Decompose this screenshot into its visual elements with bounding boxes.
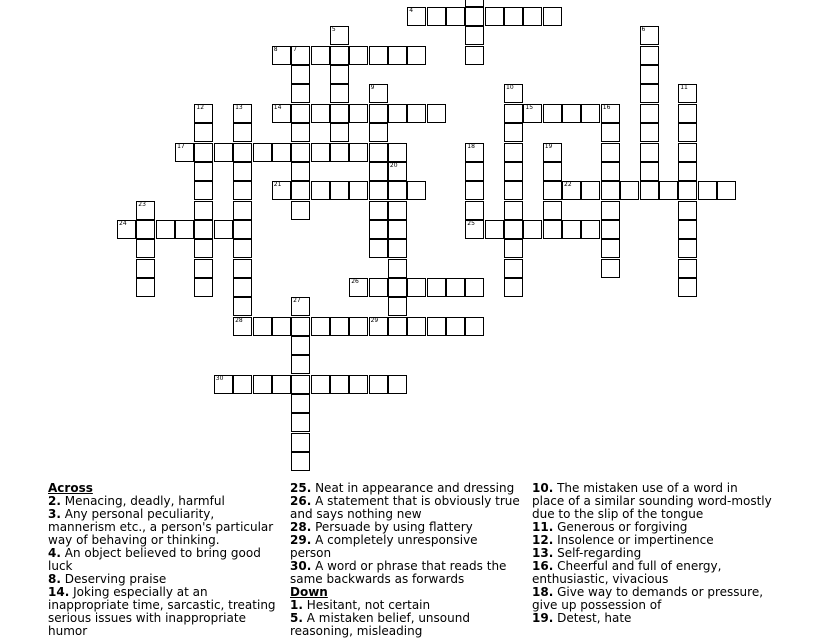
grid-cell[interactable]	[678, 162, 697, 181]
grid-cell[interactable]	[311, 143, 330, 162]
grid-cell[interactable]	[465, 317, 484, 336]
grid-cell[interactable]	[136, 220, 155, 239]
grid-cell[interactable]	[678, 143, 697, 162]
grid-cell[interactable]	[291, 394, 310, 413]
grid-cell[interactable]	[291, 413, 310, 432]
grid-cell[interactable]	[407, 317, 426, 336]
grid-cell[interactable]	[640, 65, 659, 84]
grid-cell[interactable]	[504, 239, 523, 258]
clue-number: 12.	[532, 533, 554, 547]
clue-item	[290, 495, 522, 521]
clue-number: 7	[293, 45, 297, 53]
grid-cell[interactable]	[233, 317, 252, 336]
grid-cell[interactable]	[291, 65, 310, 84]
grid-cell[interactable]	[233, 143, 252, 162]
clue-text: Deserving praise	[60, 572, 167, 586]
grid-cell[interactable]	[465, 7, 484, 26]
clue-number: 29	[370, 316, 379, 324]
grid-cell[interactable]	[465, 0, 484, 7]
grid-cell[interactable]	[678, 278, 697, 297]
clue-number: 8.	[48, 572, 61, 586]
clue-text: The mistaken use of a word in place of a similar sounding word-mostly due to the slip of the tongue	[532, 481, 772, 521]
grid-cell[interactable]	[504, 143, 523, 162]
clue-column-2	[290, 482, 522, 638]
grid-cell[interactable]	[465, 162, 484, 181]
clue-number: 28	[235, 316, 243, 324]
clue-item	[532, 586, 772, 612]
grid-cell[interactable]	[465, 201, 484, 220]
grid-cell[interactable]	[349, 375, 368, 394]
grid-cell[interactable]	[369, 220, 388, 239]
grid-cell[interactable]	[369, 317, 388, 336]
grid-cell[interactable]	[601, 201, 620, 220]
clue-number: 20	[389, 161, 398, 169]
clue-number: 5	[331, 26, 336, 34]
clue-number: 18.	[532, 585, 554, 599]
grid-cell[interactable]	[291, 297, 310, 316]
clue-text: A completely unresponsive person	[290, 533, 478, 560]
grid-cell[interactable]	[369, 123, 388, 142]
clue-item	[48, 547, 280, 573]
grid-cell[interactable]	[388, 143, 407, 162]
grid-cell[interactable]	[330, 104, 349, 123]
grid-cell[interactable]	[233, 297, 252, 316]
grid-cell[interactable]	[369, 201, 388, 220]
clue-number: 11.	[532, 520, 554, 534]
grid-cell[interactable]	[311, 317, 330, 336]
grid-cell[interactable]	[272, 375, 291, 394]
clue-text: Persuade by using flattery	[311, 520, 473, 534]
grid-cell[interactable]	[640, 84, 659, 103]
clue-text: Any personal peculiarity, mannerism etc., a person's particular way of behaving or thinking.	[48, 507, 274, 547]
clue-number: 25.	[290, 481, 312, 495]
grid-cell[interactable]	[136, 239, 155, 258]
clue-item	[48, 586, 280, 638]
grid-cell[interactable]	[253, 143, 272, 162]
grid-cell[interactable]	[233, 375, 252, 394]
grid-cell[interactable]	[272, 181, 291, 200]
clue-number: 17	[177, 142, 185, 150]
grid-cell[interactable]	[194, 123, 213, 142]
grid-cell[interactable]	[330, 143, 349, 162]
clue-number: 10	[506, 84, 514, 92]
grid-cell[interactable]	[214, 220, 233, 239]
clue-number: 25	[467, 219, 475, 227]
section-heading: Down	[290, 585, 328, 599]
grid-cell[interactable]	[388, 46, 407, 65]
grid-cell[interactable]	[194, 239, 213, 258]
grid-cell[interactable]	[601, 181, 620, 200]
clue-text: A mistaken belief, unsound reasoning, misleading	[290, 611, 470, 638]
grid-cell[interactable]	[311, 181, 330, 200]
grid-cell[interactable]	[504, 123, 523, 142]
grid-cell[interactable]	[233, 181, 252, 200]
grid-cell[interactable]	[523, 104, 542, 123]
grid-cell[interactable]	[369, 239, 388, 258]
grid-cell[interactable]	[504, 259, 523, 278]
grid-cell[interactable]	[291, 162, 310, 181]
grid-cell[interactable]	[581, 181, 600, 200]
clue-number: 14	[273, 103, 282, 111]
grid-cell[interactable]	[272, 143, 291, 162]
clue-number: 6	[641, 26, 646, 34]
clue-number: 15	[525, 103, 534, 111]
grid-cell[interactable]	[311, 46, 330, 65]
clue-number: 23	[138, 200, 146, 208]
clue-number: 2.	[48, 494, 61, 508]
clue-number: 16.	[532, 559, 554, 573]
clue-number: 30.	[290, 559, 312, 573]
clue-column-3	[532, 482, 772, 625]
grid-cell[interactable]	[504, 201, 523, 220]
clue-number: 13	[235, 103, 243, 111]
grid-cell[interactable]	[214, 375, 233, 394]
grid-cell[interactable]	[543, 181, 562, 200]
grid-cell[interactable]	[601, 220, 620, 239]
clue-number: 24	[119, 219, 127, 227]
grid-cell[interactable]	[388, 375, 407, 394]
grid-cell[interactable]	[175, 143, 194, 162]
grid-cell[interactable]	[543, 104, 562, 123]
clue-number: 19	[544, 142, 553, 150]
grid-cell[interactable]	[194, 104, 213, 123]
grid-cell[interactable]	[407, 46, 426, 65]
grid-cell[interactable]	[562, 220, 581, 239]
grid-cell[interactable]	[194, 181, 213, 200]
grid-cell[interactable]	[330, 65, 349, 84]
grid-cell[interactable]	[291, 355, 310, 374]
grid-cell[interactable]	[369, 181, 388, 200]
grid-cell[interactable]	[717, 181, 736, 200]
grid-cell[interactable]	[601, 259, 620, 278]
grid-cell[interactable]	[369, 46, 388, 65]
grid-cell[interactable]	[407, 104, 426, 123]
grid-cell[interactable]	[407, 181, 426, 200]
grid-cell[interactable]	[388, 162, 407, 181]
grid-cell[interactable]	[504, 220, 523, 239]
grid-cell[interactable]	[388, 317, 407, 336]
grid-cell[interactable]	[388, 239, 407, 258]
grid-cell[interactable]	[581, 220, 600, 239]
clue-text: Hesitant, not certain	[302, 598, 431, 612]
grid-cell[interactable]	[214, 143, 233, 162]
grid-cell[interactable]	[659, 181, 678, 200]
grid-cell[interactable]	[311, 375, 330, 394]
grid-cell[interactable]	[465, 46, 484, 65]
grid-cell[interactable]	[465, 181, 484, 200]
clue-number: 4	[409, 7, 414, 14]
grid-cell[interactable]	[233, 201, 252, 220]
clue-item	[290, 560, 522, 586]
grid-cell[interactable]	[543, 220, 562, 239]
grid-cell[interactable]	[388, 220, 407, 239]
grid-cell[interactable]	[640, 162, 659, 181]
grid-cell[interactable]	[388, 278, 407, 297]
grid-cell[interactable]	[388, 297, 407, 316]
grid-cell[interactable]	[543, 162, 562, 181]
grid-cell[interactable]	[369, 375, 388, 394]
grid-cell[interactable]	[291, 143, 310, 162]
grid-cell[interactable]	[330, 26, 349, 45]
grid-cell[interactable]	[233, 123, 252, 142]
grid-cell[interactable]	[485, 7, 504, 26]
grid-cell[interactable]	[504, 181, 523, 200]
grid-cell[interactable]	[349, 46, 368, 65]
clue-number: 28.	[290, 520, 312, 534]
grid-cell[interactable]	[291, 104, 310, 123]
grid-cell[interactable]	[427, 317, 446, 336]
section-heading: Across	[48, 481, 93, 495]
grid-cell[interactable]	[330, 84, 349, 103]
grid-cell[interactable]	[349, 278, 368, 297]
clue-number: 18	[467, 142, 475, 150]
clue-number: 4.	[48, 546, 61, 560]
grid-cell[interactable]	[581, 104, 600, 123]
clue-number: 29.	[290, 533, 312, 547]
clue-number: 8	[273, 45, 278, 53]
grid-cell[interactable]	[330, 317, 349, 336]
clue-number: 16	[602, 103, 611, 111]
grid-cell[interactable]	[465, 220, 484, 239]
grid-cell[interactable]	[369, 143, 388, 162]
clue-number: 10.	[532, 481, 554, 495]
clue-column-1	[48, 482, 280, 638]
clue-text: Give way to demands or pressure, give up possession of	[532, 585, 764, 612]
grid-cell[interactable]	[136, 201, 155, 220]
grid-cell[interactable]	[330, 123, 349, 142]
grid-cell[interactable]	[601, 104, 620, 123]
clue-text: Menacing, deadly, harmful	[60, 494, 225, 508]
grid-cell[interactable]	[291, 452, 310, 471]
clue-text: A statement that is obviously true and says nothing new	[290, 494, 520, 521]
grid-cell[interactable]	[543, 7, 562, 26]
grid-cell[interactable]	[485, 220, 504, 239]
grid-cell[interactable]	[620, 181, 639, 200]
grid-cell[interactable]	[233, 104, 252, 123]
grid-cell[interactable]	[194, 259, 213, 278]
grid-cell[interactable]	[640, 181, 659, 200]
clue-number: 27	[293, 297, 301, 305]
grid-cell[interactable]	[678, 201, 697, 220]
clue-item	[48, 508, 280, 547]
clue-text: Insolence or impertinence	[553, 533, 714, 547]
clue-number: 3.	[48, 507, 61, 521]
grid-cell[interactable]	[291, 317, 310, 336]
clue-item	[532, 482, 772, 521]
clue-text: A word or phrase that reads the same backwards as forwards	[290, 559, 507, 586]
grid-cell[interactable]	[698, 181, 717, 200]
grid-cell[interactable]	[446, 7, 465, 26]
grid-cell[interactable]	[291, 375, 310, 394]
grid-cell[interactable]	[117, 220, 136, 239]
grid-cell[interactable]	[562, 104, 581, 123]
grid-cell[interactable]	[504, 7, 523, 26]
grid-cell[interactable]	[543, 143, 562, 162]
grid-cell[interactable]	[291, 433, 310, 452]
clue-number: 12	[196, 103, 205, 111]
grid-cell[interactable]	[504, 162, 523, 181]
grid-cell[interactable]	[601, 123, 620, 142]
grid-cell[interactable]	[369, 278, 388, 297]
grid-cell[interactable]	[291, 336, 310, 355]
grid-cell[interactable]	[349, 317, 368, 336]
clue-number: 13.	[532, 546, 554, 560]
clue-text: Joking especially at an inappropriate time, sarcastic, treating serious issues with inappropriate humor	[48, 585, 276, 638]
grid-cell[interactable]	[523, 220, 542, 239]
grid-cell[interactable]	[640, 104, 659, 123]
clue-number: 9	[370, 84, 375, 92]
grid-cell[interactable]	[465, 278, 484, 297]
grid-cell[interactable]	[175, 220, 194, 239]
clue-item	[532, 560, 772, 586]
clue-number: 5.	[290, 611, 303, 625]
grid-cell[interactable]	[330, 46, 349, 65]
grid-cell[interactable]	[291, 123, 310, 142]
grid-cell[interactable]	[369, 162, 388, 181]
grid-cell[interactable]	[504, 278, 523, 297]
grid-cell[interactable]	[194, 278, 213, 297]
clue-text: Neat in appearance and dressing	[311, 481, 515, 495]
grid-cell[interactable]	[291, 181, 310, 200]
clue-item	[290, 612, 522, 638]
grid-cell[interactable]	[291, 201, 310, 220]
grid-cell[interactable]	[369, 104, 388, 123]
grid-cell[interactable]	[291, 84, 310, 103]
grid-cell[interactable]	[407, 278, 426, 297]
grid-cell[interactable]	[233, 220, 252, 239]
grid-cell[interactable]	[349, 143, 368, 162]
grid-cell[interactable]	[601, 143, 620, 162]
grid-cell[interactable]	[678, 220, 697, 239]
grid-cell[interactable]	[194, 162, 213, 181]
clue-number: 22	[564, 181, 572, 189]
grid-cell[interactable]	[388, 259, 407, 278]
grid-cell[interactable]	[330, 375, 349, 394]
grid-cell[interactable]	[233, 278, 252, 297]
clue-number: 30	[215, 374, 224, 382]
clue-text: An object believed to bring good luck	[48, 546, 261, 573]
grid-cell[interactable]	[640, 143, 659, 162]
clue-text: Detest, hate	[553, 611, 632, 625]
clue-number: 1.	[290, 598, 303, 612]
grid-cell[interactable]	[523, 7, 542, 26]
grid-cell[interactable]	[253, 317, 272, 336]
grid-cell[interactable]	[291, 46, 310, 65]
grid-cell[interactable]	[194, 220, 213, 239]
grid-cell[interactable]	[407, 7, 426, 26]
grid-cell[interactable]	[504, 104, 523, 123]
grid-cell[interactable]	[640, 123, 659, 142]
grid-cell[interactable]	[136, 278, 155, 297]
grid-cell[interactable]	[233, 239, 252, 258]
grid-cell[interactable]	[678, 181, 697, 200]
grid-cell[interactable]	[601, 162, 620, 181]
clue-number: 21	[273, 181, 282, 189]
clue-number: 19.	[532, 611, 554, 625]
grid-cell[interactable]	[427, 278, 446, 297]
grid-cell[interactable]	[640, 26, 659, 45]
grid-cell[interactable]	[194, 143, 213, 162]
grid-cell[interactable]	[388, 104, 407, 123]
grid-cell[interactable]	[446, 278, 465, 297]
grid-cell[interactable]	[349, 181, 368, 200]
clue-text: Self-regarding	[553, 546, 642, 560]
grid-cell[interactable]	[504, 84, 523, 103]
grid-cell[interactable]	[427, 7, 446, 26]
clue-item	[290, 534, 522, 560]
grid-cell[interactable]	[446, 317, 465, 336]
grid-cell[interactable]	[272, 317, 291, 336]
grid-cell[interactable]	[678, 123, 697, 142]
clue-number: 11	[680, 84, 688, 92]
grid-cell[interactable]	[136, 259, 155, 278]
grid-cell[interactable]	[543, 201, 562, 220]
clue-number: 14.	[48, 585, 70, 599]
grid-cell[interactable]	[465, 26, 484, 45]
grid-cell[interactable]	[194, 201, 213, 220]
grid-cell[interactable]	[601, 239, 620, 258]
grid-cell[interactable]	[388, 201, 407, 220]
grid-cell[interactable]	[349, 104, 368, 123]
grid-cell[interactable]	[388, 181, 407, 200]
grid-cell[interactable]	[156, 220, 175, 239]
grid-cell[interactable]	[678, 84, 697, 103]
grid-cell[interactable]	[272, 104, 291, 123]
clue-text: Generous or forgiving	[553, 520, 688, 534]
grid-cell[interactable]	[369, 84, 388, 103]
grid-cell[interactable]	[233, 259, 252, 278]
grid-cell[interactable]	[678, 104, 697, 123]
grid-cell[interactable]	[562, 181, 581, 200]
grid-cell[interactable]	[427, 104, 446, 123]
grid-cell[interactable]	[465, 143, 484, 162]
clue-number: 26	[351, 277, 359, 285]
clue-number: 26.	[290, 494, 312, 508]
grid-cell[interactable]	[330, 181, 349, 200]
grid-cell[interactable]	[272, 46, 291, 65]
clue-item	[532, 612, 772, 625]
grid-cell[interactable]	[640, 46, 659, 65]
grid-cell[interactable]	[233, 162, 252, 181]
clue-text: Cheerful and full of energy, enthusiastic, vivacious	[532, 559, 722, 586]
grid-cell[interactable]	[678, 239, 697, 258]
grid-cell[interactable]	[253, 375, 272, 394]
grid-cell[interactable]	[311, 104, 330, 123]
grid-cell[interactable]	[678, 259, 697, 278]
